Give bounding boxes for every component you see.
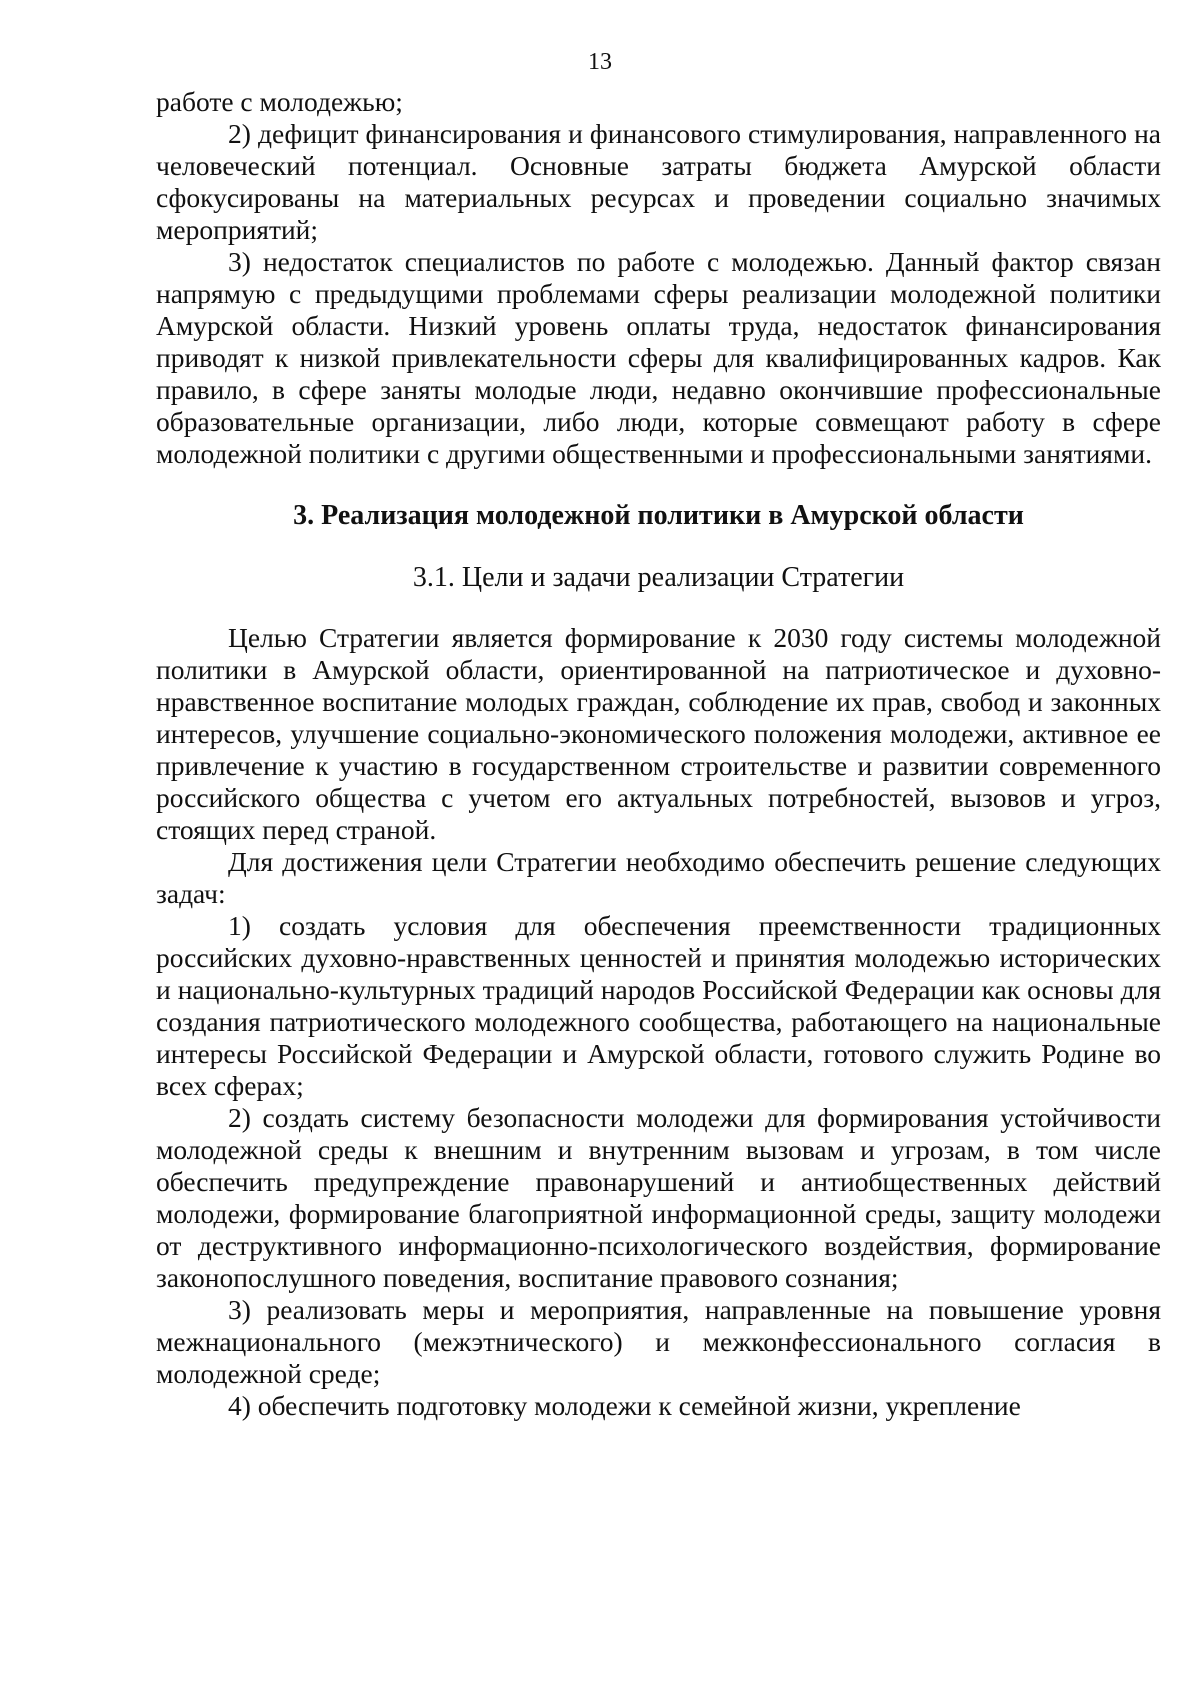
paragraph-continuation: работе с молодежью; xyxy=(156,86,403,117)
document-body xyxy=(156,86,1161,1422)
paragraph-task-3: 3) реализовать меры и мероприятия, направленные на повышение уровня межнационального (межэтнического) и межконфессионального согласия в молодежной среде; xyxy=(156,1294,1161,1389)
page-number: 13 xyxy=(588,49,612,75)
paragraph-problem-2: 2) дефицит финансирования и финансового стимулирования, направленного на человеческий потенциал. Основные затраты бюджета Амурской области сфокусированы на материальных ресурсах и проведении социально значимых мероприятий; xyxy=(156,118,1161,245)
paragraph-task-2: 2) создать систему безопасности молодежи для формирования устойчивости молодежной среды к внешним и внутренним вызовам и угрозам, в том числе обеспечить предупреждение правонарушений и антиобщественных действий молодежи, формирование благоприятной информационной среды, защиту молодежи от деструктивного информационно-психологического воздействия, формирование законопослушного поведения, воспитание правового сознания; xyxy=(156,1102,1161,1293)
paragraph-problem-3: 3) недостаток специалистов по работе с молодежью. Данный фактор связан напрямую с предыдущими проблемами сферы реализации молодежной политики Амурской области. Низкий уровень оплаты труда, недостаток финансирования приводят к низкой привлекательности сферы для квалифицированных кадров. Как правило, в сфере заняты молодые люди, недавно окончившие профессиональные образовательные организации, либо люди, которые совмещают работу в сфере молодежной политики с другими общественными и профессиональными занятиями. xyxy=(156,246,1161,469)
paragraph-task-1: 1) создать условия для обеспечения преемственности традиционных российских духовно-нравственных ценностей и принятия молодежью исторических и национально-культурных традиций народов Российской Федерации как основы для создания патриотического молодежного сообщества, работающего на национальные интересы Российской Федерации и Амурской области, готового служить Родине во всех сферах; xyxy=(156,910,1161,1101)
paragraph-task-4: 4) обеспечить подготовку молодежи к семейной жизни, укрепление xyxy=(228,1390,1021,1421)
section-title: 3. Реализация молодежной политики в Амурской области xyxy=(293,500,1024,531)
paragraph-goal: Целью Стратегии является формирование к 2030 году системы молодежной политики в Амурской области, ориентированной на патриотическое и духовно-нравственное воспитание молодых граждан, соблюдение их прав, свобод и законных интересов, улучшение социально-экономического положения молодежи, активное ее привлечение к участию в государственном строительстве и развитии современного российского общества с учетом его актуальных потребностей, вызовов и угроз, стоящих перед страной. xyxy=(156,622,1161,845)
paragraph-tasks-intro: Для достижения цели Стратегии необходимо обеспечить решение следующих задач: xyxy=(156,846,1161,909)
subsection-title: 3.1. Цели и задачи реализации Стратегии xyxy=(412,562,905,593)
